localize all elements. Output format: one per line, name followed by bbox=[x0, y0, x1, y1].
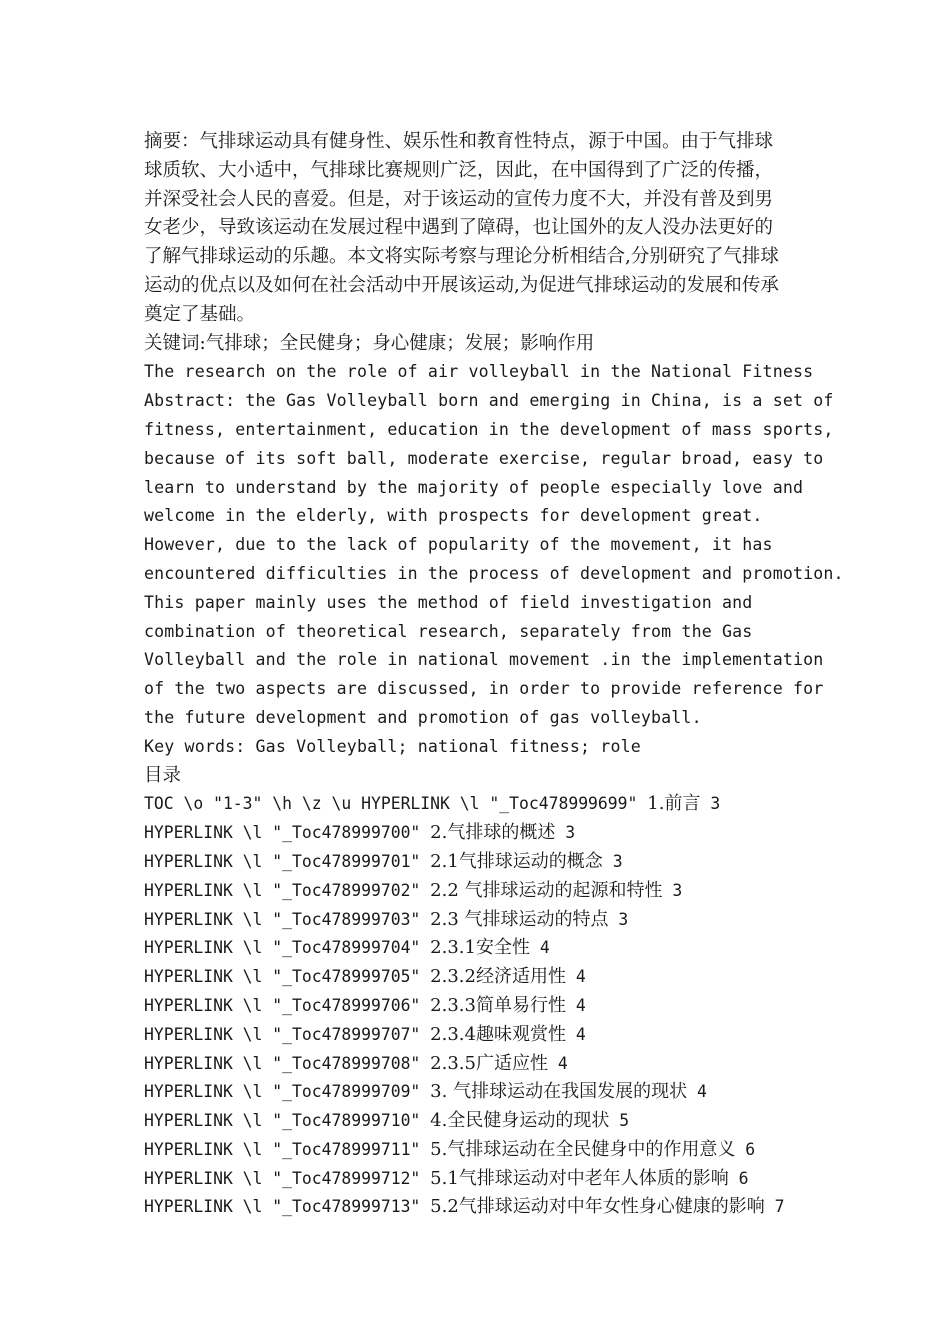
toc-entry-page: 3 bbox=[612, 851, 623, 871]
toc-field-code: HYPERLINK \l "_Toc478999704" bbox=[144, 938, 431, 958]
toc-entry-page: 5 bbox=[619, 1111, 630, 1131]
toc-field-code: HYPERLINK \l "_Toc478999710" bbox=[144, 1111, 431, 1131]
toc-field-code: HYPERLINK \l "_Toc478999702" bbox=[144, 880, 431, 900]
abstract-en-line: of the two aspects are discussed, in order to provide reference for bbox=[144, 679, 824, 699]
english-title: The research on the role of air volleyball in the National Fitness bbox=[144, 362, 814, 382]
toc-entry-page: 3 bbox=[710, 794, 721, 814]
abstract-cn-line: 运动的优点以及如何在社会活动中开展该运动,为促进气排球运动的发展和传承 bbox=[144, 274, 779, 296]
toc-entry[interactable] bbox=[144, 1165, 814, 1194]
abstract-en-line: Abstract: the Gas Volleyball born and emerging in China, is a set of bbox=[144, 391, 834, 411]
toc-entry[interactable] bbox=[144, 906, 814, 935]
document-body bbox=[144, 128, 844, 1222]
abstract-en-line: combination of theoretical research, separately from the Gas bbox=[144, 621, 753, 641]
toc-field-code: HYPERLINK \l "_Toc478999705" bbox=[144, 967, 431, 987]
toc-entry-page: 4 bbox=[575, 967, 586, 987]
abstract-cn-line: 摘要：气排球运动具有健身性、娱乐性和教育性特点，源于中国。由于气排球 bbox=[144, 131, 774, 152]
abstract-en-line: However, due to the lack of popularity of the movement, it has bbox=[144, 535, 773, 555]
toc-entry-title: 2.1气排球运动的概念 bbox=[430, 850, 603, 872]
toc-entry-page: 4 bbox=[575, 995, 586, 1015]
toc-entry-page: 4 bbox=[696, 1082, 707, 1102]
toc-field-code: HYPERLINK \l "_Toc478999709" bbox=[144, 1082, 431, 1102]
toc-entry-title: 2.2 气排球运动的起源和特性 bbox=[430, 879, 663, 901]
toc-entry[interactable] bbox=[144, 963, 814, 992]
toc-entry[interactable] bbox=[144, 934, 814, 963]
toc-entry[interactable] bbox=[144, 1136, 814, 1165]
toc-entry-page: 4 bbox=[575, 1024, 586, 1044]
abstract-en-line: Volleyball and the role in national movement .in the implementation bbox=[144, 650, 824, 670]
abstract-en-line: welcome in the elderly, with prospects for development great. bbox=[144, 506, 763, 526]
abstract-en-line: because of its soft ball, moderate exercise, regular broad, easy to bbox=[144, 448, 824, 468]
toc-entry[interactable] bbox=[144, 1078, 814, 1107]
toc-entry-title: 2.3 气排球运动的特点 bbox=[430, 908, 609, 930]
toc-entry[interactable] bbox=[144, 819, 814, 848]
toc-entry[interactable] bbox=[144, 1107, 814, 1136]
abstract-en-line: the future development and promotion of gas volleyball. bbox=[144, 707, 702, 727]
toc-field-code: HYPERLINK \l "_Toc478999703" bbox=[144, 909, 431, 929]
toc-entry-page: 6 bbox=[738, 1168, 749, 1188]
toc-field-code: TOC \o "1-3" \h \z \u HYPERLINK \l "_Toc478999699" bbox=[144, 794, 648, 814]
toc-entry[interactable] bbox=[144, 1193, 814, 1222]
toc-field-code: HYPERLINK \l "_Toc478999712" bbox=[144, 1168, 431, 1188]
abstract-en-line: This paper mainly uses the method of field investigation and bbox=[144, 592, 753, 612]
table-of-contents bbox=[144, 790, 814, 1222]
abstract-en bbox=[144, 387, 844, 733]
abstract-cn-line: 女老少，导致该运动在发展过程中遇到了障碍，也让国外的友人没办法更好的 bbox=[144, 217, 774, 239]
toc-entry-page: 3 bbox=[565, 823, 576, 843]
toc-entry-title: 1.前言 bbox=[647, 793, 701, 815]
toc-field-code: HYPERLINK \l "_Toc478999708" bbox=[144, 1053, 431, 1073]
toc-entry-page: 7 bbox=[774, 1197, 785, 1217]
toc-entry-title: 5.1气排球运动对中老年人体质的影响 bbox=[430, 1167, 729, 1189]
toc-entry-title: 2.3.2经济适用性 bbox=[430, 966, 566, 988]
abstract-en-line: fitness, entertainment, education in the development of mass sports, bbox=[144, 419, 834, 439]
toc-entry-title: 2.3.1安全性 bbox=[430, 937, 530, 959]
toc-entry-page: 4 bbox=[557, 1053, 568, 1073]
abstract-cn-line: 奠定了基础。 bbox=[144, 303, 256, 325]
toc-entry-title: 5.2气排球运动对中年女性身心健康的影响 bbox=[430, 1196, 765, 1218]
toc-entry[interactable] bbox=[144, 848, 814, 877]
toc-entry-page: 3 bbox=[672, 880, 683, 900]
toc-field-code: HYPERLINK \l "_Toc478999700" bbox=[144, 823, 431, 843]
toc-entry-title: 3. 气排球运动在我国发展的现状 bbox=[430, 1081, 688, 1103]
abstract-cn-line: 并深受社会人民的喜爱。但是，对于该运动的宣传力度不大，并没有普及到男 bbox=[144, 188, 774, 210]
abstract-en-line: learn to understand by the majority of people especially love and bbox=[144, 477, 804, 497]
toc-field-code: HYPERLINK \l "_Toc478999701" bbox=[144, 851, 431, 871]
toc-entry-title: 2.3.3简单易行性 bbox=[430, 994, 566, 1016]
abstract-cn-line: 球质软、大小适中，气排球比赛规则广泛，因此，在中国得到了广泛的传播， bbox=[144, 159, 774, 181]
toc-entry[interactable] bbox=[144, 877, 814, 906]
abstract-cn-line: 了解气排球运动的乐趣。本文将实际考察与理论分析相结合,分别研究了气排球 bbox=[144, 246, 779, 268]
toc-entry-title: 5.气排球运动在全民健身中的作用意义 bbox=[430, 1138, 736, 1160]
toc-heading: 目录 bbox=[144, 764, 182, 786]
toc-entry[interactable] bbox=[144, 1021, 814, 1050]
toc-field-code: HYPERLINK \l "_Toc478999707" bbox=[144, 1024, 431, 1044]
keywords-en: Key words: Gas Volleyball; national fitness; role bbox=[144, 736, 641, 756]
abstract-cn bbox=[144, 128, 814, 330]
toc-entry-title: 2.气排球的概述 bbox=[430, 822, 556, 844]
toc-entry[interactable] bbox=[144, 790, 814, 819]
toc-entry-page: 6 bbox=[745, 1139, 756, 1159]
toc-field-code: HYPERLINK \l "_Toc478999706" bbox=[144, 995, 431, 1015]
toc-entry-title: 2.3.4趣味观赏性 bbox=[430, 1023, 566, 1045]
toc-entry[interactable] bbox=[144, 1050, 814, 1079]
toc-field-code: HYPERLINK \l "_Toc478999713" bbox=[144, 1197, 431, 1217]
toc-entry-title: 2.3.5广适应性 bbox=[430, 1052, 548, 1074]
toc-field-code: HYPERLINK \l "_Toc478999711" bbox=[144, 1139, 431, 1159]
keywords-cn: 关键词:气排球；全民健身；身心健康；发展；影响作用 bbox=[144, 332, 595, 354]
toc-entry-page: 3 bbox=[618, 909, 629, 929]
toc-entry[interactable] bbox=[144, 992, 814, 1021]
abstract-en-line: encountered difficulties in the process of development and promotion. bbox=[144, 563, 844, 583]
toc-entry-page: 4 bbox=[539, 938, 550, 958]
toc-entry-title: 4.全民健身运动的现状 bbox=[430, 1110, 610, 1132]
